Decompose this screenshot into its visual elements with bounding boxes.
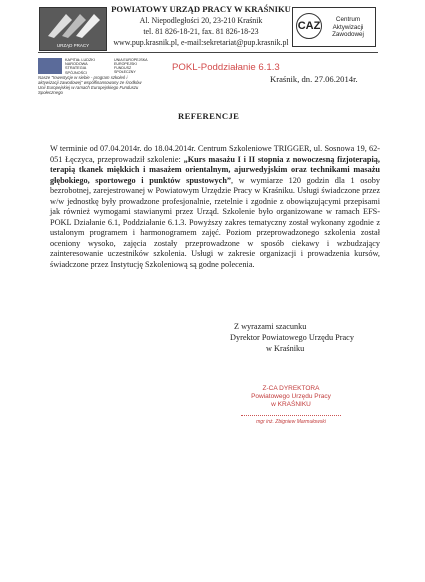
letter-body bbox=[50, 144, 380, 270]
logo-caption: URZĄD PRACY bbox=[56, 43, 90, 48]
eu-funding-block bbox=[38, 58, 148, 120]
caz-text: Centrum Aktywizacji Zawodowej bbox=[332, 16, 364, 38]
body-paragraph bbox=[50, 144, 380, 270]
body-intro: W terminie od 07.04.2014r. do 18.04.2014r. Centrum Szkoleniowe TRIGGER, ul. Sosnowa 19, 62-051 Łęczyca, przeprowadził szkolenie: bbox=[50, 144, 380, 164]
kapital-ludzki-logo-icon bbox=[38, 58, 62, 74]
eu-label: UNIA EUROPEJSKA EUROPEJSKI FUNDUSZ SPOŁECZNY bbox=[114, 58, 148, 75]
pup-logo bbox=[39, 7, 107, 51]
document-title: REFERENCJE bbox=[178, 111, 240, 121]
place-date: Kraśnik, dn. 27.06.2014r. bbox=[270, 74, 358, 84]
phones: tel. 81 826-18-21, fax. 81 826-18-23 bbox=[143, 27, 259, 36]
body-rest: , w wymiarze 120 godzin dla 1 osoby bezrobotnej, zarejestrowanej w Powiatowym Urzędzie Pracy w Kraśniku. Usługi świadczone przez w/w jednostkę były prowadzone profesjonalnie, rzetelnie i zgodnie z obowiązującymi przepisami jak również wymogami stawianymi przez Urząd. Szkolenie było organizowane w ramach EFS-POKL Działanie 6.1, Poddziałanie 6.1.3. Powyższy zakres tematyczny został wykonany zgodnie z ustalonym programem i harmonogramem zajęć. Poziom przeprowadzonego szkolenia został oceniony wysoko, zajęcia zostały przeprowadzone w sposób ciekawy i wzbudzający zainteresowanie uczestników szkolenia. Usługi w zakresie organizacji i prowadzenia kursów, świadczone przez Instytucję Szkoleniową są godne polecenia. bbox=[50, 175, 380, 269]
caz-logo bbox=[292, 7, 376, 47]
institution-name: POWIATOWY URZĄD PRACY W KRAŚNIKU bbox=[111, 4, 291, 14]
signature-line bbox=[241, 415, 341, 416]
header-divider bbox=[38, 52, 378, 53]
caz-mark: CAZ bbox=[296, 13, 322, 39]
closing-place: w Kraśniku bbox=[266, 344, 305, 353]
closing-greeting: Z wyrazami szacunku bbox=[234, 322, 307, 331]
web-email: www.pup.krasnik.pl, e-mail:sekretariat@pup.krasnik.pl bbox=[113, 38, 289, 47]
address: Al. Niepodległości 20, 23-210 Kraśnik bbox=[139, 16, 263, 25]
eu-note: Nasze "Inwestycje w siebie - program szkoleń i aktywizacji zawodowej" współfinansowany ze środków Unii Europejskiej w ramach Europejskiego Funduszu Społecznego bbox=[38, 75, 142, 95]
kapital-ludzki-label: KAPITAŁ LUDZKI NARODOWA STRATEGIA SPÓJNOŚCI bbox=[65, 58, 95, 75]
course-name: „Kurs masażu I i II stopnia z nowoczesną fizjoterapią, terapią tkanek miękkich i masażem orientalnym, ajurwedyjskim oraz technikami masażu głębokiego, sportowego i punktów spustowych” bbox=[50, 154, 380, 185]
seal-office: Powiatowego Urzędu Pracy bbox=[251, 393, 331, 400]
seal-title: Z-CA DYREKTORA bbox=[262, 385, 320, 392]
closing-block bbox=[230, 321, 384, 354]
project-stamp: POKL-Poddziałanie 6.1.3 bbox=[172, 62, 280, 73]
closing-position: Dyrektor Powiatowego Urzędu Pracy bbox=[230, 333, 354, 342]
arrows-logo-icon bbox=[40, 8, 106, 42]
seal-city: w KRAŚNIKU bbox=[271, 401, 311, 408]
letterhead bbox=[103, 4, 299, 48]
signatory-name: mgr inż. Zbigniew Marmułowski bbox=[256, 419, 326, 425]
signature-seal bbox=[231, 385, 351, 426]
